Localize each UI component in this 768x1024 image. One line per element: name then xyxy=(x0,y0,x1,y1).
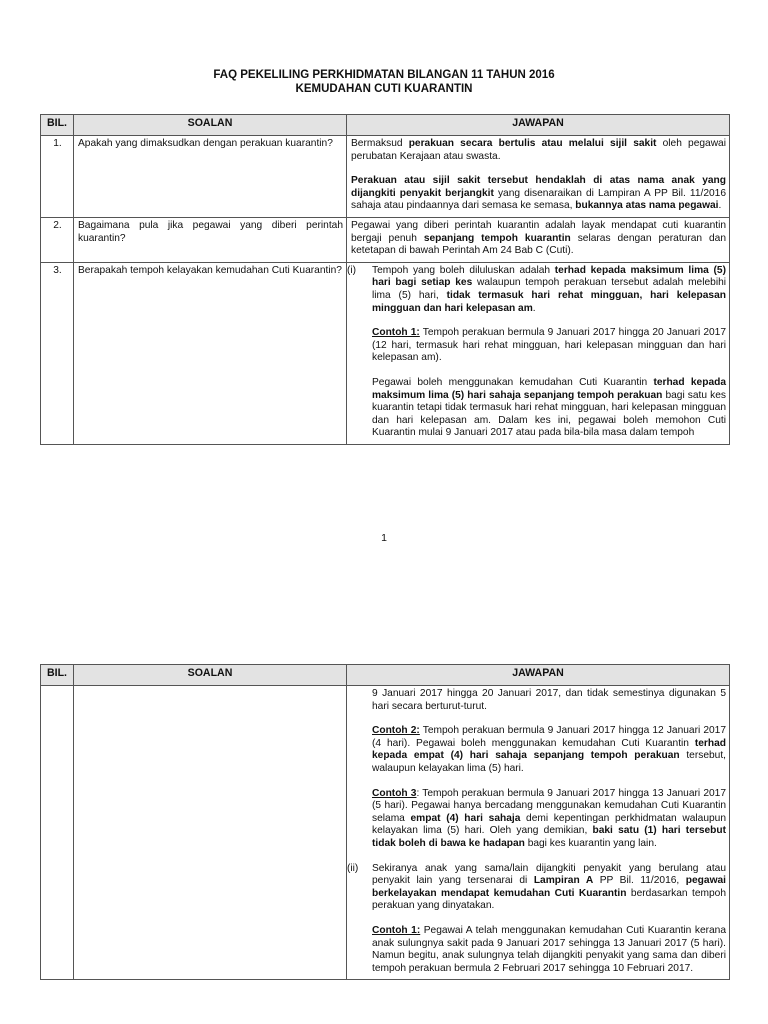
header-soalan: SOALAN xyxy=(74,115,347,136)
answer-paragraph: Pegawai boleh menggunakan kemudahan Cuti Kuarantin terhad kepada maksimum lima (5) hari sahaja sepanjang tempoh perakuan bagi satu kes kuarantin tetapi tidak termasuk hari rehat mingguan, hari kelepasan mingguan dan hari kelepasan am. Dalam kes ini, pegawai boleh memohon Cuti Kuarantin mulai 9 Januari 2017 atau pada bila-bila masa dalam tempoh xyxy=(372,376,726,439)
header-jawapan: JAWAPAN xyxy=(347,665,730,686)
answer-paragraph: Contoh 1: Pegawai A telah menggunakan kemudahan Cuti Kuarantin kerana anak sulungnya sakit pada 9 Januari 2017 sehingga 13 Januari 2017 (5 hari). Namun begitu, anak sulungnya telah dijangkiti penyakit yang sama dan diberi tempoh perakuan bermula 2 Februari 2017 sehingga 10 Februari 2017. xyxy=(372,924,727,974)
answer-paragraph: Bermaksud perakuan secara bertulis atau melalui sijil sakit oleh pegawai perubatan Kerajaan atau swasta. xyxy=(351,138,726,162)
answer-paragraph: Contoh 1: Tempoh perakuan bermula 9 Januari 2017 hingga 20 Januari 2017 (12 hari, termasuk hari rehat mingguan, hari kelepasan mingguan dan hari kelepasan am). xyxy=(372,327,727,364)
item-numeral: (i) xyxy=(347,264,357,276)
answer-paragraph: Pegawai yang diberi perintah kuarantin adalah layak mendapat cuti kuarantin bergaji penuh sepanjang tempoh kuarantin selaras dengan peraturan dan ketetapan di bawah Perintah Am 24 Bab C (Cuti). xyxy=(351,219,727,257)
faq-table-continued xyxy=(40,664,730,980)
header-soalan: SOALAN xyxy=(74,665,347,686)
row-number: 3. xyxy=(41,262,74,444)
question-cell: Berapakah tempoh kelayakan kemudahan Cuti Kuarantin? xyxy=(74,262,347,444)
document-subtitle: KEMUDAHAN CUTI KUARANTIN xyxy=(295,83,473,95)
answer-paragraph: Perakuan atau sijil sakit tersebut hendaklah di atas nama anak yang dijangkiti penyakit berjangkit yang disenaraikan di Lampiran A PP Bil. 11/2016 sahaja atau pindaannya dari semasa ke semasa, bukannya atas nama pegawai. xyxy=(351,175,726,212)
answer-item xyxy=(347,862,727,976)
row-number: 2. xyxy=(41,217,74,262)
answer-item xyxy=(351,688,726,851)
answer-paragraph: Contoh 2: Tempoh perakuan bermula 9 Januari 2017 hingga 12 Januari 2017 (4 hari). Pegawai boleh menggunakan kemudahan Cuti Kuarantin terhad kepada empat (4) hari sahaja sepanjang tempoh perakuan tersebut, walaupun kelayakan lima (5) hari. xyxy=(372,725,727,774)
header-bil: BIL. xyxy=(41,115,74,136)
table-header-row xyxy=(41,665,730,686)
page-number: 1 xyxy=(381,532,387,544)
item-numeral: (ii) xyxy=(347,862,359,874)
question-cell xyxy=(74,686,347,980)
question-cell: Bagaimana pula jika pegawai yang diberi perintah kuarantin? xyxy=(74,217,347,262)
answer-paragraph: Sekiranya anak yang sama/lain dijangkiti penyakit yang berulang atau penyakit lain yang tersenarai di Lampiran A PP Bil. 11/2016, pegawai berkelayakan mendapat kemudahan Cuti Kuarantin berdasarkan tempoh perakuan yang dinyatakan. xyxy=(372,862,726,912)
answer-paragraph: Contoh 3: Tempoh perakuan bermula 9 Januari 2017 hingga 13 Januari 2017 (5 hari). Pegawai hanya bercadang menggunakan kemudahan Cuti Kuarantin selama empat (4) hari sahaja demi kepentingan perkhidmatan walaupun kelayakan lima (5) hari. Oleh yang demikian, baki satu (1) hari tersebut tidak boleh di bawa ke hadapan bagi kes kuarantin yang lain. xyxy=(372,787,727,849)
answer-paragraph: Tempoh yang boleh diluluskan adalah terhad kepada maksimum lima (5) hari bagi setiap kes walaupun tempoh perakuan tersebut adalah melebihi lima (5) hari, tidak termasuk hari rehat mingguan, hari kelepasan mingguan dan hari kelepasan am. xyxy=(372,264,727,314)
header-bil: BIL. xyxy=(41,665,74,686)
answer-cell xyxy=(347,686,730,980)
question-cell: Apakah yang dimaksudkan dengan perakuan kuarantin? xyxy=(74,136,347,218)
table-row xyxy=(41,686,730,980)
document-title: FAQ PEKELILING PERKHIDMATAN BILANGAN 11 TAHUN 2016 xyxy=(213,69,555,81)
answer-paragraph: 9 Januari 2017 hingga 20 Januari 2017, dan tidak semestinya digunakan 5 hari secara berturut-turut. xyxy=(372,688,726,712)
header-jawapan: JAWAPAN xyxy=(347,115,730,136)
row-number xyxy=(41,686,74,980)
row-number: 1. xyxy=(41,136,74,218)
